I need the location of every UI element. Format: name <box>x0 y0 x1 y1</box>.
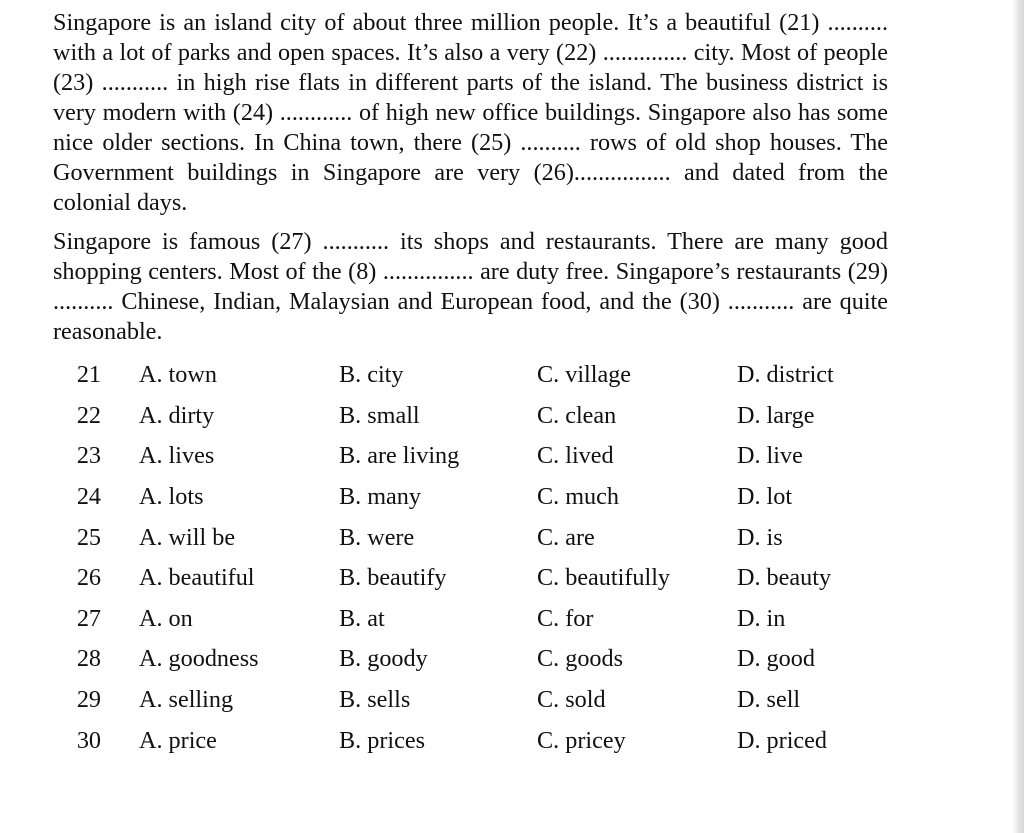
option-b: B. are living <box>339 442 460 470</box>
answer-options-list <box>53 355 888 761</box>
option-d: D. in <box>737 604 786 632</box>
question-row-30 <box>53 720 888 761</box>
option-c: C. beautifully <box>537 564 671 592</box>
option-b: B. beautify <box>339 564 447 592</box>
question-number: 22 <box>76 401 101 429</box>
option-d: D. is <box>737 523 783 551</box>
option-a: A. selling <box>139 686 234 714</box>
option-c: C. pricey <box>537 726 626 754</box>
option-d: D. good <box>737 645 815 673</box>
document-page <box>53 8 888 761</box>
option-a: A. goodness <box>139 645 259 673</box>
option-a: A. town <box>139 361 217 389</box>
option-c: C. village <box>537 361 632 389</box>
option-a: A. price <box>139 726 217 754</box>
passage-paragraph-1: Singapore is an island city of about three million people. It’s a beautiful (21) .......... with a lot of parks and open spaces. It’s also a very (22) .............. city. Most of people (23) ........... in high rise flats in different parts of the island. The business district is very modern with (24) ............ of high new office buildings. Singapore also has some nice older sections. In China town, there (25) .......... rows of old shop houses. The Government buildings in Singapore are very (26)................ and dated from the colonial days. <box>53 9 888 216</box>
option-b: B. goody <box>339 645 428 673</box>
option-d: D. district <box>737 361 834 389</box>
option-b: B. small <box>339 401 420 429</box>
question-row-21 <box>53 355 888 396</box>
option-a: A. lots <box>139 483 204 511</box>
option-a: A. beautiful <box>139 564 255 592</box>
question-number: 24 <box>76 483 101 511</box>
option-b: B. many <box>339 483 421 511</box>
option-c: C. for <box>537 604 594 632</box>
option-d: D. priced <box>737 726 827 754</box>
question-row-28 <box>53 639 888 680</box>
question-number: 23 <box>76 442 101 470</box>
option-d: D. lot <box>737 483 793 511</box>
question-number: 29 <box>76 686 101 714</box>
question-row-25 <box>53 517 888 558</box>
question-row-26 <box>53 558 888 599</box>
option-a: A. lives <box>139 442 215 470</box>
option-c: C. much <box>537 483 619 511</box>
option-d: D. sell <box>737 686 801 714</box>
question-number: 30 <box>76 726 101 754</box>
question-number: 26 <box>76 564 101 592</box>
option-c: C. lived <box>537 442 614 470</box>
question-number: 28 <box>76 645 101 673</box>
option-b: B. at <box>339 604 385 632</box>
option-b: B. sells <box>339 686 411 714</box>
option-c: C. are <box>537 523 595 551</box>
option-c: C. clean <box>537 401 617 429</box>
option-b: B. were <box>339 523 415 551</box>
option-c: C. goods <box>537 645 624 673</box>
question-number: 21 <box>76 361 101 389</box>
option-a: A. dirty <box>139 401 215 429</box>
question-row-24 <box>53 477 888 518</box>
option-d: D. live <box>737 442 803 470</box>
question-number: 27 <box>76 604 101 632</box>
question-number: 25 <box>76 523 101 551</box>
question-row-23 <box>53 436 888 477</box>
option-a: A. on <box>139 604 193 632</box>
option-d: D. beauty <box>737 564 832 592</box>
question-row-22 <box>53 396 888 437</box>
page-right-edge <box>1012 0 1024 833</box>
question-row-29 <box>53 680 888 721</box>
passage-paragraph-2: Singapore is famous (27) ........... its shops and restaurants. There are many good shopping centers. Most of the (8) ............... are duty free. Singapore’s restaurants (29) .......... Chinese, Indian, Malaysian and European food, and the (30) ........... are quite reasonable. <box>53 228 888 345</box>
option-b: B. city <box>339 361 404 389</box>
option-b: B. prices <box>339 726 425 754</box>
option-c: C. sold <box>537 686 606 714</box>
question-row-27 <box>53 599 888 640</box>
option-d: D. large <box>737 401 815 429</box>
option-a: A. will be <box>139 523 236 551</box>
